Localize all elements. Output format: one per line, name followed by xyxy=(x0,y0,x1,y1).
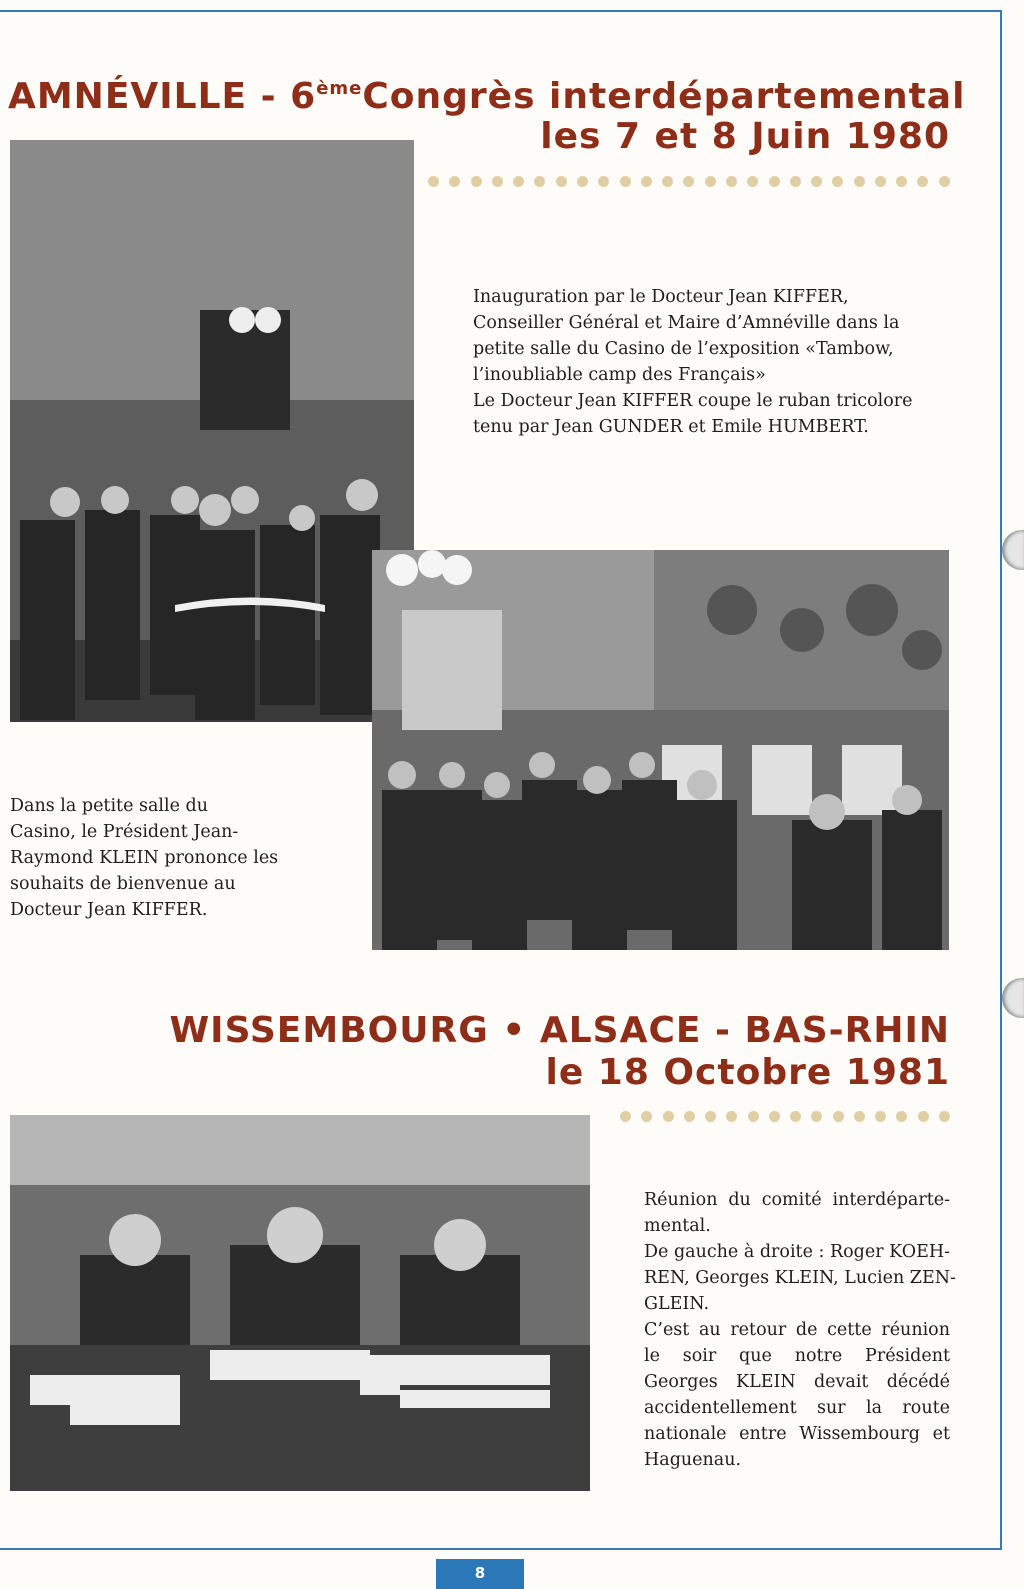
caption-ribbon-cutting xyxy=(473,284,912,440)
dot-divider xyxy=(620,1111,950,1125)
photo-casino-speech xyxy=(372,550,949,950)
caption-line: petite salle du Casino de l’exposition «Tambow, xyxy=(473,339,894,359)
caption-line: tenu par Jean GUNDER et Emile HUMBERT. xyxy=(473,417,869,437)
dot-divider xyxy=(428,176,950,190)
section1-title-line1 xyxy=(8,76,966,117)
binder-hole xyxy=(1002,530,1024,570)
binder-hole xyxy=(1002,978,1024,1018)
caption-line: De gauche à droite : Roger KOEH- xyxy=(644,1242,951,1262)
caption-casino-speech xyxy=(10,793,278,923)
caption-line: accidentellement sur la route xyxy=(644,1398,950,1418)
photo-ribbon-cutting xyxy=(10,140,414,722)
caption-line: souhaits de bienvenue au xyxy=(10,874,236,894)
section1-title-line2: les 7 et 8 Juin 1980 xyxy=(540,116,950,157)
title-part-b: Congrès interdépartemental xyxy=(362,76,966,117)
caption-line: l’inoubliable camp des Français» xyxy=(473,365,766,385)
caption-line: Conseiller Général et Maire d’Amnéville dans la xyxy=(473,313,900,333)
caption-line: GLEIN. xyxy=(644,1294,710,1314)
caption-line: Le Docteur Jean KIFFER coupe le ruban tricolore xyxy=(473,391,913,411)
caption-line: Réunion du comité interdéparte- xyxy=(644,1190,950,1210)
caption-line: Inauguration par le Docteur Jean KIFFER, xyxy=(473,287,849,307)
page-number: 8 xyxy=(436,1559,524,1589)
caption-line: Haguenau. xyxy=(644,1450,742,1470)
caption-line: mental. xyxy=(644,1216,711,1236)
caption-committee-meeting xyxy=(644,1187,956,1473)
caption-line: Docteur Jean KIFFER. xyxy=(10,900,208,920)
caption-line: Dans la petite salle du xyxy=(10,796,209,816)
photo-committee-meeting xyxy=(10,1115,590,1491)
section2-title-line1: WISSEMBOURG • ALSACE - BAS-RHIN xyxy=(169,1010,950,1051)
caption-line: REN, Georges KLEIN, Lucien ZEN- xyxy=(644,1268,956,1288)
caption-line: Raymond KLEIN prononce les xyxy=(10,848,279,868)
caption-line: le soir que notre Président xyxy=(644,1346,950,1366)
title-part-a: AMNÉVILLE - 6ème xyxy=(8,76,363,117)
caption-line: nationale entre Wissembourg et xyxy=(644,1424,950,1444)
caption-line: Georges KLEIN devait décédé xyxy=(644,1372,950,1392)
caption-line: Casino, le Président Jean- xyxy=(10,822,239,842)
section2-title-line2: le 18 Octobre 1981 xyxy=(545,1052,950,1093)
caption-line: C’est au retour de cette réunion xyxy=(644,1320,950,1340)
